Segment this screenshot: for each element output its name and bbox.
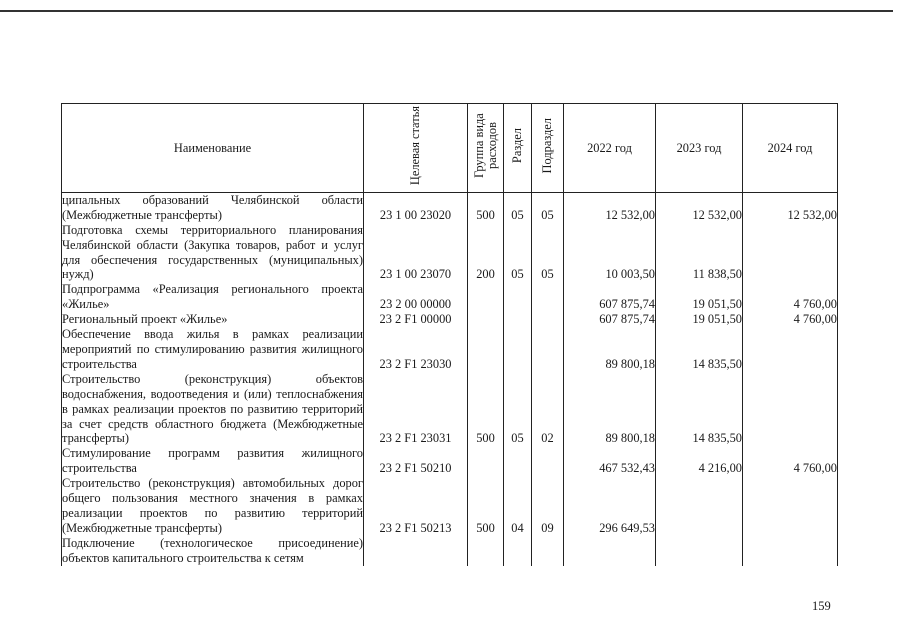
row-subsection [532,446,564,476]
row-section: 05 [504,372,532,447]
row-2023: 14 835,50 [656,327,743,372]
row-2022 [564,536,656,566]
row-2022: 467 532,43 [564,446,656,476]
row-2023 [656,536,743,566]
row-2024 [743,327,838,372]
row-group [468,536,504,566]
top-border-line [0,10,893,12]
row-2023: 19 051,50 [656,312,743,327]
row-code: 23 2 F1 23030 [364,327,468,372]
row-2022: 607 875,74 [564,312,656,327]
table-row [62,446,838,476]
row-subsection: 09 [532,476,564,536]
row-subsection: 05 [532,192,564,222]
row-name: Подпрограмма «Реализация регионального проекта «Жилье» [62,282,363,312]
row-2023: 19 051,50 [656,282,743,312]
row-name: Подготовка схемы территориального планирования Челябинской области (Закупка товаров, работ и услуг для обеспечения государственных (муниципальных) нужд) [62,222,363,282]
table-row [62,327,838,372]
row-2024: 4 760,00 [743,446,838,476]
row-section: 05 [504,223,532,283]
row-code [364,536,468,566]
row-group: 500 [468,372,504,447]
row-name: Обеспечение ввода жилья в рамках реализации мероприятий по стимулированию развития жилищного строительства [62,327,363,371]
header-name: Наименование [62,104,364,193]
row-2024: 4 760,00 [743,282,838,312]
row-name: Строительство (реконструкция) объектов водоснабжения, водоотведения и (или) теплоснабжения в рамках реализации проектов по развитию территорий за счет средств областного бюджета (Межбюджетные трансферты) [62,371,363,446]
row-2024 [743,476,838,536]
table-row [62,536,838,566]
table-row [62,192,838,222]
header-target-article: Целевая статья [364,104,468,193]
row-2023: 4 216,00 [656,446,743,476]
budget-table [61,103,838,566]
table-row [62,372,838,447]
row-section [504,536,532,566]
row-2023: 11 838,50 [656,223,743,283]
row-2023: 14 835,50 [656,372,743,447]
row-subsection [532,327,564,372]
row-2024 [743,372,838,447]
row-section [504,312,532,327]
row-2023 [656,476,743,536]
row-2024 [743,223,838,283]
table-header-row [62,104,838,193]
row-code: 23 2 F1 50213 [364,476,468,536]
table-row [62,223,838,283]
header-2023: 2023 год [656,104,743,193]
row-2022: 10 003,50 [564,223,656,283]
row-section: 04 [504,476,532,536]
row-name: ципальных образований Челябинской области (Межбюджетные трансферты) [62,192,363,222]
row-group: 200 [468,223,504,283]
row-subsection: 05 [532,223,564,283]
row-subsection: 02 [532,372,564,447]
row-code: 23 2 00 00000 [364,282,468,312]
row-group [468,282,504,312]
row-code: 23 1 00 23070 [364,223,468,283]
row-code: 23 2 F1 50210 [364,446,468,476]
row-group: 500 [468,476,504,536]
row-2022: 89 800,18 [564,327,656,372]
row-code: 23 2 F1 00000 [364,312,468,327]
header-subsection: Подраздел [532,104,564,193]
row-group: 500 [468,192,504,222]
row-2024: 4 760,00 [743,312,838,327]
header-expense-group: Группа вида расходов [468,104,504,193]
row-name: Строительство (реконструкция) автомобильных дорог общего пользования местного значения в рамках реализации проектов по развитию территорий (Межбюджетные трансферты) [62,476,363,535]
row-2022: 89 800,18 [564,372,656,447]
row-section [504,446,532,476]
row-code: 23 1 00 23020 [364,192,468,222]
row-2022: 12 532,00 [564,192,656,222]
header-2022: 2022 год [564,104,656,193]
row-group [468,446,504,476]
table-row [62,476,838,536]
row-2024: 12 532,00 [743,192,838,222]
page-number: 159 [812,599,831,613]
row-section [504,282,532,312]
table-row [62,282,838,312]
table-row [62,312,838,327]
row-name: Региональный проект «Жилье» [62,312,364,327]
row-subsection [532,312,564,327]
row-2022: 296 649,53 [564,476,656,536]
row-subsection [532,536,564,566]
row-2024 [743,536,838,566]
row-section: 05 [504,192,532,222]
row-code: 23 2 F1 23031 [364,372,468,447]
header-section: Раздел [504,104,532,193]
row-group [468,312,504,327]
row-name: Стимулирование программ развития жилищного строительства [62,446,363,476]
row-group [468,327,504,372]
row-2022: 607 875,74 [564,282,656,312]
row-section [504,327,532,372]
header-2024: 2024 год [743,104,838,193]
row-2023: 12 532,00 [656,192,743,222]
row-subsection [532,282,564,312]
row-name: Подключение (технологическое присоединение) объектов капитального строительства к сетям [62,535,363,565]
